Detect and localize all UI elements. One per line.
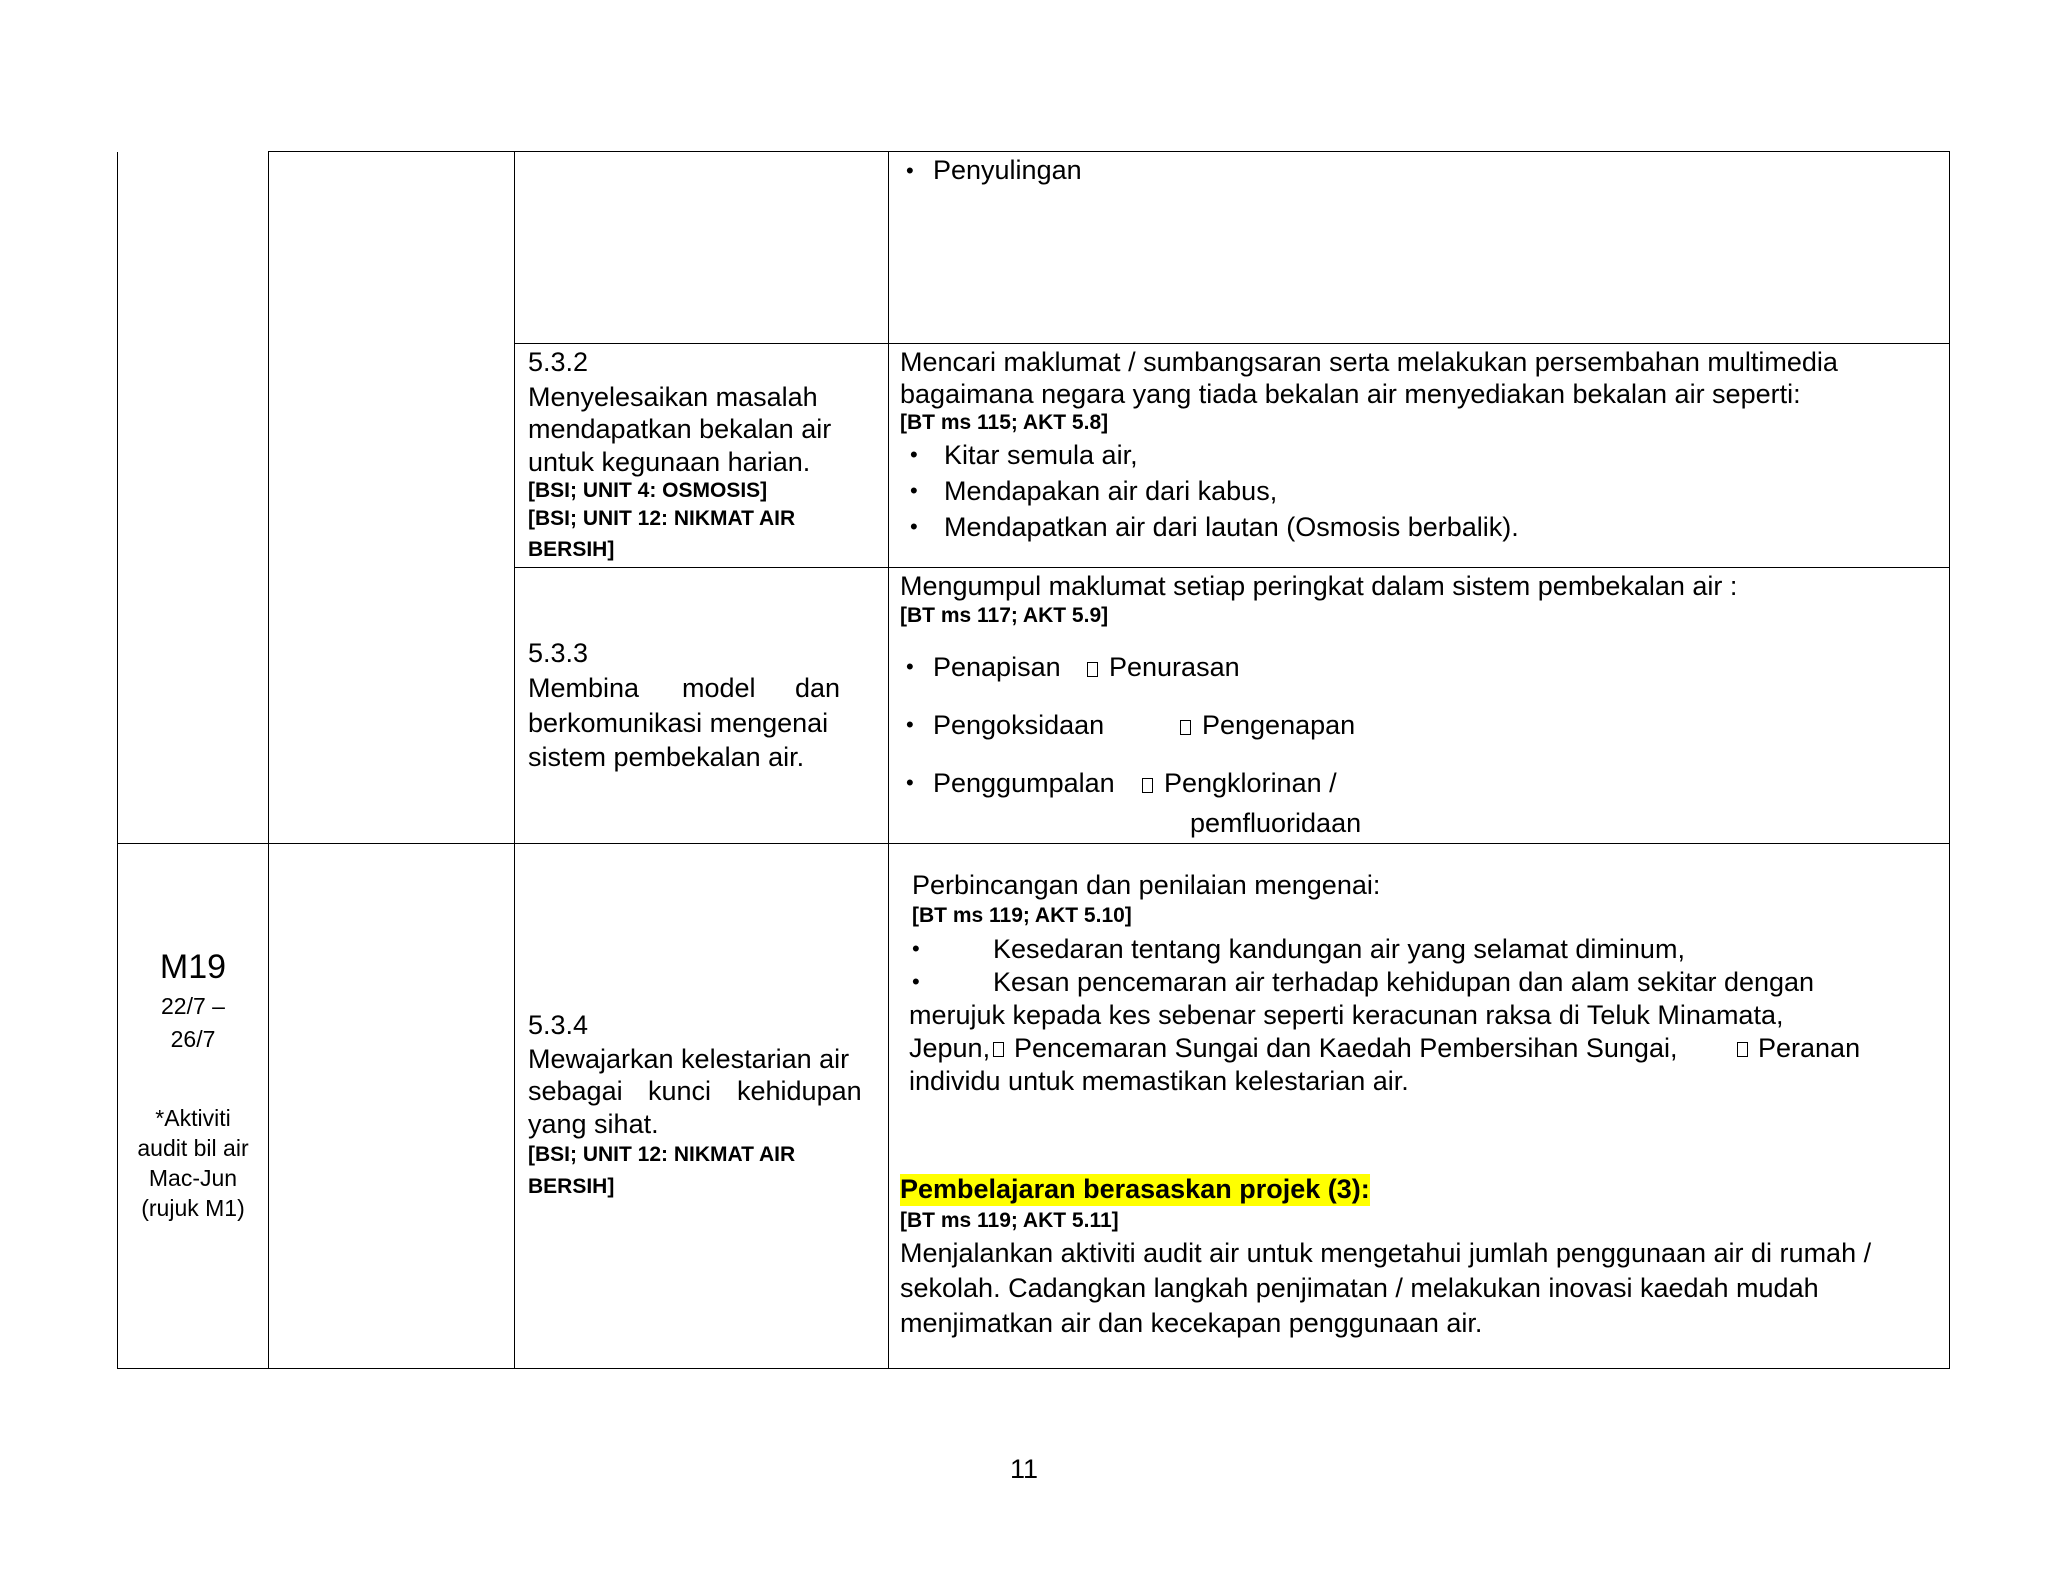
bullet: •: [912, 936, 920, 961]
text-line: Menyelesaikan masalah: [528, 382, 818, 412]
text-word: sebagai: [528, 1076, 623, 1106]
list-item: Mendapakan air dari kabus,: [944, 476, 1278, 506]
list-item: Mendapatkan air dari lautan (Osmosis berbalik).: [944, 512, 1519, 542]
stage-item: Pengenapan: [1202, 710, 1356, 740]
project-title: Pembelajaran berasaskan projek (3):: [900, 1174, 1370, 1204]
list-item: Penyulingan: [933, 155, 1082, 185]
text-word: model: [682, 673, 756, 703]
text-line: Pencemaran Sungai dan Kaedah Pembersihan Sungai,: [1014, 1033, 1678, 1063]
week-date: 22/7 –: [161, 993, 225, 1019]
reference: [BSI; UNIT 12: NIKMAT AIR: [528, 507, 796, 530]
box-bullet-icon: [1087, 662, 1098, 677]
text-line: menjimatkan air dan kecekapan penggunaan air.: [900, 1308, 1483, 1338]
box-bullet-icon: [993, 1042, 1004, 1057]
box-bullet-icon: [1142, 778, 1153, 793]
text-line: Menjalankan aktiviti audit air untuk mengetahui jumlah penggunaan air di rumah /: [900, 1238, 1872, 1268]
bullet: •: [906, 654, 914, 679]
reference: [BT ms 119; AKT 5.11]: [900, 1209, 1119, 1232]
bullet: •: [910, 442, 918, 467]
text-line: untuk kegunaan harian.: [528, 447, 811, 477]
reference: [BSI; UNIT 12: NIKMAT AIR: [528, 1143, 796, 1166]
bullet: •: [912, 969, 920, 994]
objective-code: 5.3.3: [528, 638, 589, 668]
text-line: yang sihat.: [528, 1109, 659, 1139]
bullet: •: [906, 158, 914, 183]
text-line: Mengumpul maklumat setiap peringkat dalam sistem pembekalan air :: [900, 571, 1738, 601]
row-divider: [268, 151, 1950, 152]
objective-code: 5.3.2: [528, 347, 589, 377]
note-line: (rujuk M1): [141, 1195, 245, 1221]
reference: BERSIH]: [528, 1175, 615, 1198]
note-line: Mac-Jun: [148, 1165, 238, 1191]
week-date: 26/7: [170, 1026, 216, 1052]
table-border-right: [1949, 152, 1950, 1368]
text-line: berkomunikasi mengenai: [528, 708, 829, 738]
text-line: sistem pembekalan air.: [528, 742, 805, 772]
page-number: 11: [1010, 1454, 1039, 1484]
text-line: Jepun,: [909, 1033, 991, 1063]
reference: [BT ms 119; AKT 5.10]: [912, 904, 1132, 927]
column-divider: [888, 152, 889, 1368]
stage-item: Penggumpalan: [933, 768, 1115, 798]
text-line: mendapatkan bekalan air: [528, 414, 832, 444]
text-word: kehidupan: [737, 1076, 862, 1106]
column-divider: [514, 152, 515, 1368]
reference: [BT ms 117; AKT 5.9]: [900, 604, 1109, 627]
text-line: sekolah. Cadangkan langkah penjimatan / melakukan inovasi kaedah mudah: [900, 1273, 1819, 1303]
list-item: Kesan pencemaran air terhadap kehidupan dan alam sekitar dengan: [993, 967, 1815, 997]
week-note: [118, 1103, 268, 1223]
objective-code: 5.3.4: [528, 1010, 589, 1040]
week-label: M19: [159, 948, 227, 986]
text-line: individu untuk memastikan kelestarian air.: [909, 1066, 1409, 1096]
bullet: •: [906, 712, 914, 737]
row-divider: [514, 567, 1950, 568]
stage-item: Penurasan: [1109, 652, 1240, 682]
box-bullet-icon: [1180, 720, 1191, 735]
reference: BERSIH]: [528, 538, 615, 561]
text-line: Mewajarkan kelestarian air: [528, 1044, 850, 1074]
text-line: bagaimana negara yang tiada bekalan air menyediakan bekalan air seperti:: [900, 379, 1801, 409]
stage-item-continuation: pemfluoridaan: [1190, 808, 1362, 838]
list-item: Kesedaran tentang kandungan air yang selamat diminum,: [993, 934, 1685, 964]
text-word: dan: [795, 673, 841, 703]
list-item: Kitar semula air,: [944, 440, 1138, 470]
stage-item: Pengklorinan /: [1164, 768, 1337, 798]
stage-item: Pengoksidaan: [933, 710, 1105, 740]
row-divider: [514, 343, 1950, 344]
reference: [BT ms 115; AKT 5.8]: [900, 411, 1109, 434]
text-line: Peranan: [1758, 1033, 1861, 1063]
text-line: Mencari maklumat / sumbangsaran serta melakukan persembahan multimedia: [900, 347, 1838, 377]
note-line: *Aktiviti: [155, 1105, 231, 1131]
week-cell: [118, 950, 268, 1223]
note-line: audit bil air: [137, 1135, 249, 1161]
text-word: kunci: [648, 1076, 712, 1106]
row-divider: [117, 843, 1950, 844]
column-divider: [268, 152, 269, 1368]
stage-item: Penapisan: [933, 652, 1061, 682]
bullet: •: [910, 478, 918, 503]
box-bullet-icon: [1737, 1042, 1748, 1057]
reference: [BSI; UNIT 4: OSMOSIS]: [528, 479, 768, 502]
text-word: Membina: [528, 673, 640, 703]
text-line: Perbincangan dan penilaian mengenai:: [912, 870, 1381, 900]
table-border-bottom: [117, 1368, 1950, 1369]
text-line: merujuk kepada kes sebenar seperti keracunan raksa di Teluk Minamata,: [909, 1000, 1784, 1030]
bullet: •: [910, 514, 918, 539]
bullet: •: [906, 770, 914, 795]
